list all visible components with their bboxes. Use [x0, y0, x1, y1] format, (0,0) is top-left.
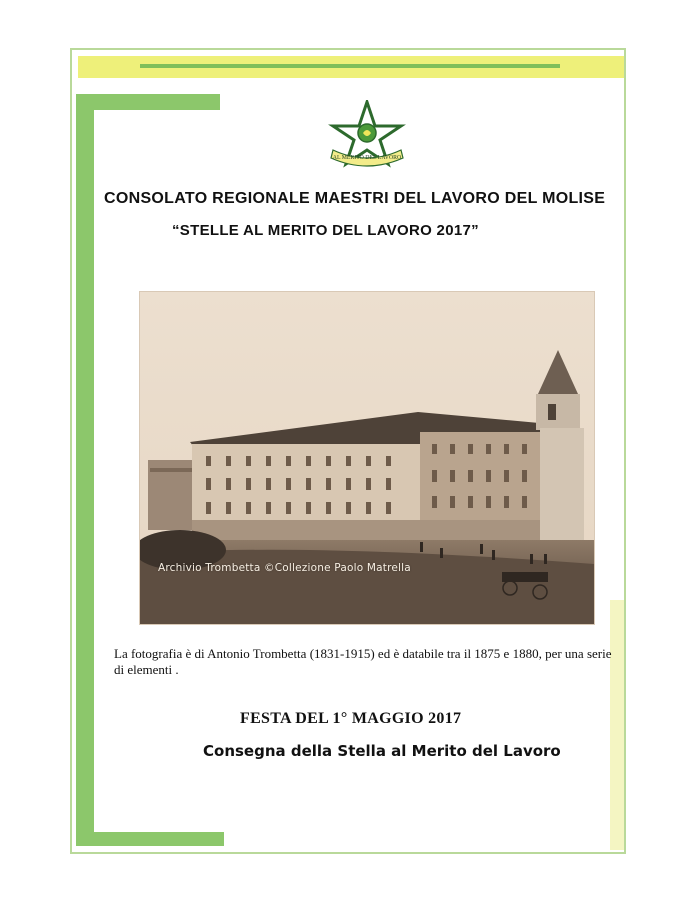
historical-photograph — [140, 292, 594, 624]
event-title: FESTA DEL 1° MAGGIO 2017 — [240, 710, 462, 727]
merito-emblem-icon — [327, 100, 407, 170]
decorative-right-yellow-bar — [610, 600, 624, 850]
page-subtitle: “STELLE AL MERITO DEL LAVORO 2017” — [172, 222, 479, 239]
decorative-left-green-bar — [76, 94, 94, 846]
photo-caption: La fotografia è di Antonio Trombetta (1831-1915) ed è databile tra il 1875 e 1880, per una serie di elementi . — [114, 646, 612, 677]
event-subtitle: Consegna della Stella al Merito del Lavoro — [203, 742, 561, 760]
decorative-top-left-green-bar — [76, 94, 220, 110]
decorative-top-green-line — [140, 64, 560, 68]
decorative-bottom-green-bar — [76, 832, 224, 846]
emblem-banner-text: AL MERITO DEL LAVORO — [332, 155, 402, 161]
photo-watermark: Archivio Trombetta ©Collezione Paolo Matrella — [158, 562, 411, 574]
page-title: CONSOLATO REGIONALE MAESTRI DEL LAVORO DEL MOLISE — [104, 190, 606, 207]
